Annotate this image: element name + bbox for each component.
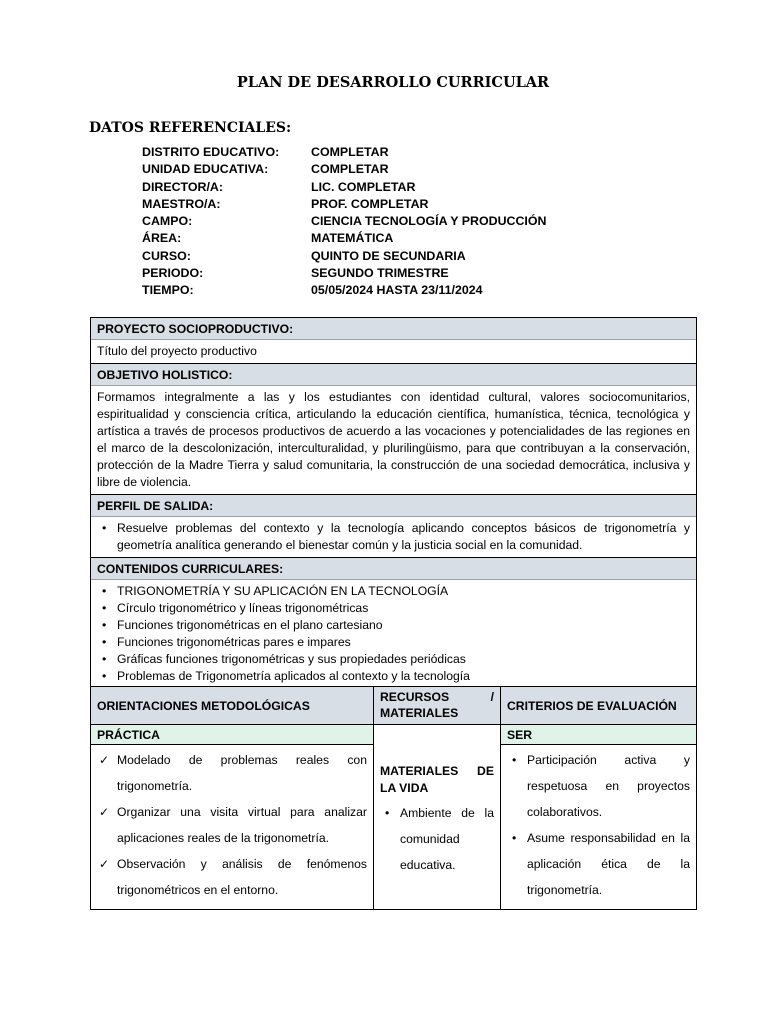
ref-row [142, 213, 702, 230]
ref-row [142, 161, 702, 178]
contenido-item: • Funciones trigonométricas en el plano cartesiano [117, 617, 690, 634]
ref-row [142, 282, 702, 299]
ref-label: CAMPO: [142, 214, 193, 229]
ser-subheader: SER [501, 725, 696, 745]
orientaciones-body [91, 745, 373, 909]
orientacion-item: ✓ Observación y análisis de fenómenos trigonométricos en el entorno. [117, 851, 367, 903]
contenido-item: • TRIGONOMETRÍA Y SU APLICACIÓN EN LA TECNOLOGÍA [117, 583, 690, 600]
ref-value: SEGUNDO TRIMESTRE [311, 266, 449, 281]
ref-label: CURSO: [142, 248, 191, 263]
proyecto-header: PROYECTO SOCIOPRODUCTIVO: [91, 318, 696, 340]
recursos-header [374, 687, 500, 725]
contenido-item: • Funciones trigonométricas pares e impares [117, 634, 690, 651]
objetivo-text: Formamos integralmente a las y los estudiantes con identidad cultural, valores sociocomunitarios, espiritualidad y consciencia crítica, articulando la educación científica, humanística, técnica, tecnológica y artística a través de procesos productivos de acuerdo a las vocaciones y potencialidades de las regiones en el marco de la descolonización, interculturalidad, y plurilingüismo, para que contribuyan a la conservación, protección de la Madre Tierra y salud comunitaria, la construcción de una sociedad democrática, inclusiva y libre de violencia. [91, 386, 696, 495]
objetivo-header: OBJETIVO HOLISTICO: [91, 364, 696, 386]
criterio-item: • Participación activa y respetuosa en proyectos colaborativos. [527, 747, 690, 825]
practica-subheader: PRÁCTICA [91, 725, 373, 745]
ref-label: UNIDAD EDUCATIVA: [142, 162, 269, 177]
recursos-header-slash: / [490, 690, 494, 704]
ref-label: MAESTRO/A: [142, 196, 221, 211]
criterios-column [501, 687, 696, 909]
criterio-item: • Asume responsabilidad en la aplicación ética de la trigonometría. [527, 825, 690, 903]
ref-label: DISTRITO EDUCATIVO: [142, 145, 280, 159]
contenido-item: • Círculo trigonométrico y líneas trigonométricas [117, 600, 690, 617]
ref-row [142, 196, 702, 213]
recursos-header-b: MATERIALES [380, 706, 459, 720]
ref-row [142, 179, 702, 196]
ref-label: DIRECTOR/A: [142, 179, 223, 194]
curriculum-table [90, 317, 697, 910]
ref-value: LIC. COMPLETAR [311, 179, 416, 194]
ref-row [142, 265, 702, 282]
proyecto-text: Título del proyecto productivo [91, 340, 696, 364]
ref-label: TIEMPO: [142, 283, 194, 298]
contenido-item: • Problemas de Trigonometría aplicados al contexto y la tecnología [117, 668, 690, 685]
ref-value: COMPLETAR [311, 145, 389, 159]
orientacion-item: ✓ Modelado de problemas reales con trigonometría. [117, 747, 367, 799]
materiales-title: MATERIALES DE LA VIDA [380, 764, 494, 795]
ref-value: CIENCIA TECNOLOGÍA Y PRODUCCIÓN [311, 214, 547, 229]
ref-value: PROF. COMPLETAR [311, 196, 429, 211]
perfil-item: • Resuelve problemas del contexto y la tecnología aplicando conceptos básicos de trigonometría y geometría analítica generando el bienestar común y la justicia social en la comunidad. [117, 520, 690, 554]
contenidos-body [91, 580, 696, 686]
ref-value: QUINTO DE SECUNDARIA [311, 248, 466, 263]
criterios-body [501, 745, 696, 903]
ref-value: MATEMÁTICA [311, 231, 394, 246]
orientacion-item: ✓ Organizar una visita virtual para analizar aplicaciones reales de la trigonometría. [117, 799, 367, 851]
orientaciones-column [91, 687, 374, 909]
material-item: • Ambiente de la comunidad educativa. [400, 800, 494, 878]
contenido-item: • Gráficas funciones trigonométricas y sus propiedades periódicas [117, 651, 690, 668]
ref-label: PERIODO: [142, 266, 204, 281]
ref-value: COMPLETAR [311, 162, 389, 177]
section-title: DATOS REFERENCIALES: [89, 120, 292, 136]
contenidos-header: CONTENIDOS CURRICULARES: [91, 558, 696, 580]
ref-row [142, 248, 702, 265]
ref-row [142, 144, 702, 161]
criterios-header: CRITERIOS DE EVALUACIÓN [501, 687, 696, 725]
recursos-body [374, 725, 500, 878]
recursos-column [374, 687, 501, 909]
ref-value: 05/05/2024 HASTA 23/11/2024 [311, 283, 483, 298]
ref-row [142, 230, 702, 247]
recursos-header-a: RECURSOS [380, 690, 450, 704]
methodology-grid [91, 686, 696, 909]
ref-label: ÁREA: [142, 231, 182, 246]
reference-data [142, 144, 702, 300]
document-title: PLAN DE DESARROLLO CURRICULAR [236, 74, 550, 91]
orientaciones-header: ORIENTACIONES METODOLÓGICAS [91, 687, 373, 725]
perfil-header: PERFIL DE SALIDA: [91, 495, 696, 517]
perfil-body [91, 517, 696, 558]
